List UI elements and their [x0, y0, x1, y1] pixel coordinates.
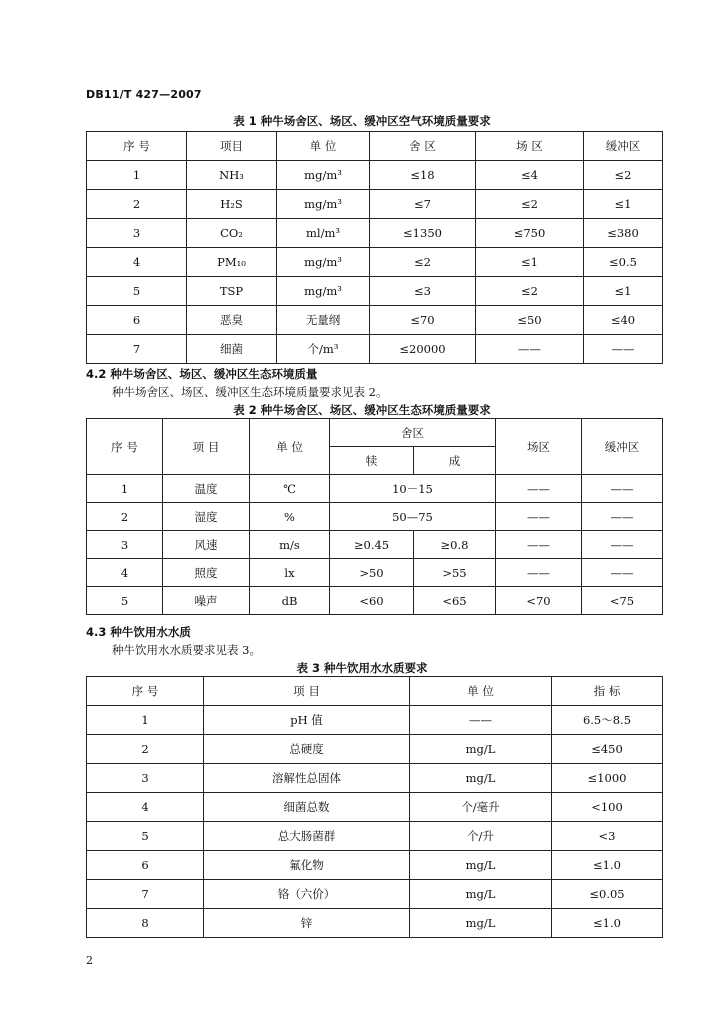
table2-header-row: [87, 419, 663, 447]
section-4-2-text: 种牛场舍区、场区、缓冲区生态环境质量要求见表 2。: [112, 385, 388, 399]
table-cell: 细菌总数: [204, 793, 410, 822]
table1-header-cell: 缓冲区: [584, 132, 663, 161]
table-cell: mg/m³: [277, 248, 370, 277]
table-row: [87, 764, 663, 793]
table-cell: ≤1.0: [552, 851, 663, 880]
table2-header-huan: 缓冲区: [582, 419, 663, 475]
table-cell: ≤2: [476, 190, 584, 219]
page-number: 2: [86, 954, 93, 967]
table-cell: 5: [87, 822, 204, 851]
table-cell: 7: [87, 880, 204, 909]
table-cell: mg/L: [410, 909, 552, 938]
table-cell: ≤40: [584, 306, 663, 335]
table-row: [87, 306, 663, 335]
table-row: [87, 531, 663, 559]
table-cell: ——: [496, 559, 582, 587]
table-cell: ≤3: [370, 277, 476, 306]
table-row: [87, 475, 663, 503]
table-cell: ——: [584, 335, 663, 364]
table-cell: <3: [552, 822, 663, 851]
table3-header-cell: 序 号: [87, 677, 204, 706]
table-cell: ≤0.5: [584, 248, 663, 277]
table-cell: ≤750: [476, 219, 584, 248]
table-cell: ≥0.45: [330, 531, 414, 559]
table-cell: 3: [87, 764, 204, 793]
table-cell: mg/L: [410, 880, 552, 909]
table-cell: ≤2: [370, 248, 476, 277]
table-cell: 恶臭: [187, 306, 277, 335]
table-row: [87, 248, 663, 277]
table-cell: ≤50: [476, 306, 584, 335]
table-cell: mg/L: [410, 764, 552, 793]
table-cell: >50: [330, 559, 414, 587]
table-cell: ——: [582, 559, 663, 587]
table2: [86, 418, 663, 615]
table-cell: ≤4: [476, 161, 584, 190]
table-cell: 6: [87, 306, 187, 335]
table-cell: 1: [87, 706, 204, 735]
table-row: [87, 559, 663, 587]
table-row: [87, 735, 663, 764]
document-code: DB11/T 427—2007: [86, 88, 202, 101]
table-cell: ℃: [250, 475, 330, 503]
table-cell: ml/m³: [277, 219, 370, 248]
table1-header-row: [87, 132, 663, 161]
table1-header-cell: 单 位: [277, 132, 370, 161]
table-cell: 7: [87, 335, 187, 364]
table1: [86, 131, 663, 364]
table2-header-she: 舍区: [330, 419, 496, 447]
table-cell: ≤0.05: [552, 880, 663, 909]
table-cell: mg/m³: [277, 277, 370, 306]
table-cell: 总大肠菌群: [204, 822, 410, 851]
table-cell: ≤1000: [552, 764, 663, 793]
table1-caption: 表 1 种牛场舍区、场区、缓冲区空气环境质量要求: [233, 114, 491, 128]
table-cell: ——: [582, 475, 663, 503]
table-row: [87, 190, 663, 219]
table1-header-cell: 舍 区: [370, 132, 476, 161]
table-cell: ≤380: [584, 219, 663, 248]
table-cell: <75: [582, 587, 663, 615]
table-row: [87, 793, 663, 822]
table-cell: <100: [552, 793, 663, 822]
table-cell: 6.5～8.5: [552, 706, 663, 735]
table-cell: 铬（六价）: [204, 880, 410, 909]
table-cell: ≥0.8: [414, 531, 496, 559]
table2-header-cheng: 成: [414, 447, 496, 475]
table-cell: ——: [476, 335, 584, 364]
table-cell: mg/L: [410, 735, 552, 764]
table3-header-cell: 项 目: [204, 677, 410, 706]
table-cell: <70: [496, 587, 582, 615]
table3-header-cell: 单 位: [410, 677, 552, 706]
table-cell: 3: [87, 219, 187, 248]
table-cell: 4: [87, 793, 204, 822]
table-cell: 1: [87, 161, 187, 190]
table-cell: 噪声: [163, 587, 250, 615]
table-cell: 2: [87, 735, 204, 764]
table-cell: ≤1: [584, 190, 663, 219]
table-cell: 锌: [204, 909, 410, 938]
table2-header-seq: 序 号: [87, 419, 163, 475]
table2-header-unit: 单 位: [250, 419, 330, 475]
table-cell: 无量纲: [277, 306, 370, 335]
table-cell: 风速: [163, 531, 250, 559]
table-cell: ——: [496, 503, 582, 531]
table-cell: 4: [87, 559, 163, 587]
section-4-3-heading: 4.3 种牛饮用水水质: [86, 625, 191, 639]
table-cell: ≤70: [370, 306, 476, 335]
table-cell: 1: [87, 475, 163, 503]
table-row: [87, 277, 663, 306]
table-cell: ——: [582, 503, 663, 531]
table-cell: ≤2: [584, 161, 663, 190]
table-row: [87, 503, 663, 531]
table2-header-item: 项 目: [163, 419, 250, 475]
table-cell: 温度: [163, 475, 250, 503]
table-cell: 5: [87, 587, 163, 615]
table-cell: 10－15: [330, 475, 496, 503]
table-cell: mg/L: [410, 851, 552, 880]
table-cell: ≤1.0: [552, 909, 663, 938]
table-cell: 总硬度: [204, 735, 410, 764]
table-cell: ——: [410, 706, 552, 735]
table-cell: H₂S: [187, 190, 277, 219]
table1-header-cell: 项目: [187, 132, 277, 161]
table-row: [87, 706, 663, 735]
table-row: [87, 880, 663, 909]
table-row: [87, 909, 663, 938]
table-cell: lx: [250, 559, 330, 587]
table-cell: ≤450: [552, 735, 663, 764]
table-cell: NH₃: [187, 161, 277, 190]
table2-header-chang: 场区: [496, 419, 582, 475]
table3: [86, 676, 663, 938]
table-cell: ——: [582, 531, 663, 559]
table-cell: 个/毫升: [410, 793, 552, 822]
table1-header-cell: 场 区: [476, 132, 584, 161]
table-cell: TSP: [187, 277, 277, 306]
table-cell: 8: [87, 909, 204, 938]
table-row: [87, 335, 663, 364]
table-cell: 氟化物: [204, 851, 410, 880]
table-cell: PM₁₀: [187, 248, 277, 277]
table-cell: ≤1: [476, 248, 584, 277]
table-row: [87, 219, 663, 248]
table-cell: 照度: [163, 559, 250, 587]
table-cell: ≤1: [584, 277, 663, 306]
table-row: [87, 161, 663, 190]
table-cell: ≤18: [370, 161, 476, 190]
table-row: [87, 851, 663, 880]
table-cell: %: [250, 503, 330, 531]
table-cell: 2: [87, 190, 187, 219]
table-cell: ——: [496, 531, 582, 559]
table-cell: dB: [250, 587, 330, 615]
table-cell: 3: [87, 531, 163, 559]
table-cell: 4: [87, 248, 187, 277]
table-cell: 细菌: [187, 335, 277, 364]
table-cell: ≤1350: [370, 219, 476, 248]
table-cell: pH 值: [204, 706, 410, 735]
table2-caption: 表 2 种牛场舍区、场区、缓冲区生态环境质量要求: [233, 403, 491, 417]
table-row: [87, 822, 663, 851]
table-cell: <65: [414, 587, 496, 615]
table-cell: ≤7: [370, 190, 476, 219]
table-row: [87, 587, 663, 615]
section-4-3-text: 种牛饮用水水质要求见表 3。: [112, 643, 261, 657]
table-cell: m/s: [250, 531, 330, 559]
table1-header-cell: 序 号: [87, 132, 187, 161]
table-cell: 2: [87, 503, 163, 531]
table-cell: ——: [496, 475, 582, 503]
table-cell: CO₂: [187, 219, 277, 248]
table-cell: 个/升: [410, 822, 552, 851]
table2-header-du: 犊: [330, 447, 414, 475]
section-4-2-heading: 4.2 种牛场舍区、场区、缓冲区生态环境质量: [86, 367, 318, 381]
table-cell: <60: [330, 587, 414, 615]
table-cell: 湿度: [163, 503, 250, 531]
table-cell: 5: [87, 277, 187, 306]
table-cell: 溶解性总固体: [204, 764, 410, 793]
table-cell: 50—75: [330, 503, 496, 531]
table-cell: mg/m³: [277, 190, 370, 219]
table3-caption: 表 3 种牛饮用水水质要求: [296, 661, 428, 675]
table-cell: 6: [87, 851, 204, 880]
table-cell: >55: [414, 559, 496, 587]
table3-header-cell: 指 标: [552, 677, 663, 706]
table-cell: 个/m³: [277, 335, 370, 364]
table-cell: mg/m³: [277, 161, 370, 190]
table-cell: ≤20000: [370, 335, 476, 364]
table3-header-row: [87, 677, 663, 706]
table-cell: ≤2: [476, 277, 584, 306]
